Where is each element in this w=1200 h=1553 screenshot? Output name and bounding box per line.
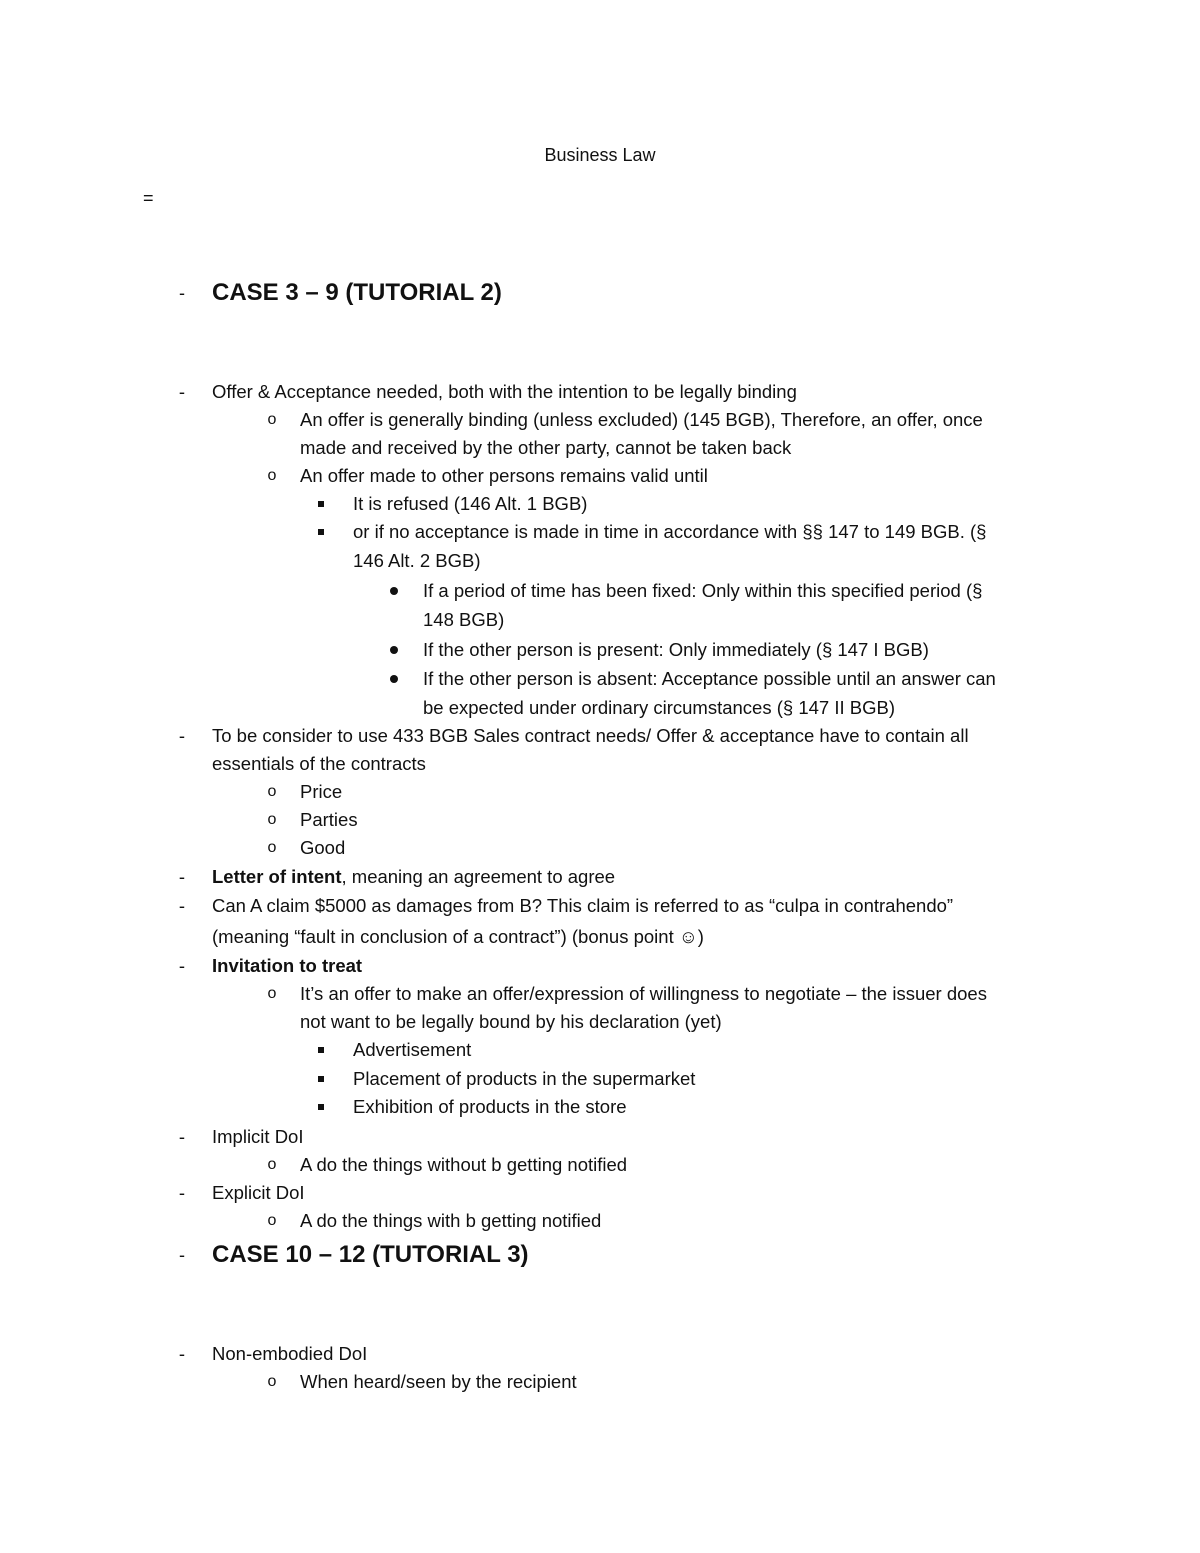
list-item-text: Explicit DoI [212, 1182, 305, 1203]
list-item-text: Can A claim $5000 as damages from B? This claim is referred to as “culpa in contrahendo” [212, 895, 954, 916]
list-item-text: If a period of time has been fixed: Only within this specified period (§ [423, 580, 983, 601]
bold-term: Letter of intent [212, 866, 342, 887]
list-item-continuation: be expected under ordinary circumstances (§ 147 II BGB) [423, 697, 895, 718]
circle-bullet: o [267, 1156, 277, 1173]
term-description: , meaning an agreement to agree [341, 866, 616, 887]
dash-bullet: - [179, 283, 185, 303]
circle-bullet: o [267, 1373, 277, 1390]
list-item-text: If the other person is present: Only immediately (§ 147 I BGB) [423, 639, 929, 660]
circle-bullet: o [267, 467, 277, 484]
dash-bullet: - [178, 955, 186, 976]
list-item-text: A do the things without b getting notified [300, 1154, 628, 1175]
circle-bullet: o [267, 985, 277, 1002]
list-item-text: Parties [300, 809, 358, 830]
dash-bullet: - [178, 895, 186, 916]
square-bullet [318, 1104, 324, 1110]
list-item-text: Price [300, 781, 343, 802]
circle-bullet: o [267, 411, 277, 428]
list-item-text: An offer made to other persons remains valid until [300, 465, 708, 486]
list-item-continuation: (meaning “fault in conclusion of a contract”) (bonus point ☺) [212, 926, 704, 947]
dash-bullet: - [178, 381, 186, 402]
dash-bullet: - [179, 1245, 185, 1265]
square-bullet [318, 501, 324, 507]
dash-bullet: - [178, 866, 186, 887]
bold-term: Invitation to treat [212, 955, 363, 976]
list-item-text: or if no acceptance is made in time in accordance with §§ 147 to 149 BGB. (§ [353, 521, 987, 542]
equals-mark: = [143, 188, 154, 208]
list-item-text: If the other person is absent: Acceptance possible until an answer can [423, 668, 996, 689]
list-item-text: Exhibition of products in the store [353, 1096, 627, 1117]
list-item-text: Good [300, 837, 346, 858]
list-item-text: Advertisement [353, 1039, 472, 1060]
dot-bullet [390, 675, 398, 683]
circle-bullet: o [267, 1212, 277, 1229]
circle-bullet: o [267, 783, 277, 800]
list-item-text [212, 863, 615, 891]
list-item-text: A do the things with b getting notified [300, 1210, 602, 1231]
dash-bullet: - [178, 1343, 186, 1364]
square-bullet [318, 1076, 324, 1082]
list-item-text: To be consider to use 433 BGB Sales contract needs/ Offer & acceptance have to contain all [212, 725, 969, 746]
list-item-continuation: 148 BGB) [423, 609, 505, 630]
heading-text: CASE 10 – 12 (TUTORIAL 3) [212, 1241, 529, 1268]
circle-bullet: o [267, 811, 277, 828]
list-item-text: When heard/seen by the recipient [300, 1371, 577, 1392]
list-item-continuation: made and received by the other party, cannot be taken back [300, 437, 792, 458]
dash-bullet: - [178, 1126, 186, 1147]
dash-bullet: - [178, 1182, 186, 1203]
list-item-text: Implicit DoI [212, 1126, 304, 1147]
square-bullet [318, 529, 324, 535]
heading-text: CASE 3 – 9 (TUTORIAL 2) [212, 279, 502, 306]
list-item-text: It’s an offer to make an offer/expression of willingness to negotiate – the issuer does [300, 983, 987, 1004]
list-item-continuation: 146 Alt. 2 BGB) [353, 550, 481, 571]
list-item-continuation: not want to be legally bound by his declaration (yet) [300, 1011, 722, 1032]
dot-bullet [390, 646, 398, 654]
circle-bullet: o [267, 839, 277, 856]
dash-bullet: - [178, 725, 186, 746]
square-bullet [318, 1047, 324, 1053]
page-title: Business Law [544, 145, 656, 165]
list-item-text: An offer is generally binding (unless excluded) (145 BGB), Therefore, an offer, once [300, 409, 983, 430]
list-item-text: Placement of products in the supermarket [353, 1068, 696, 1089]
list-item-text: Offer & Acceptance needed, both with the intention to be legally binding [212, 381, 797, 402]
list-item-text: Non-embodied DoI [212, 1343, 368, 1364]
dot-bullet [390, 587, 398, 595]
list-item-text: It is refused (146 Alt. 1 BGB) [353, 493, 588, 514]
list-item-continuation: essentials of the contracts [212, 753, 426, 774]
